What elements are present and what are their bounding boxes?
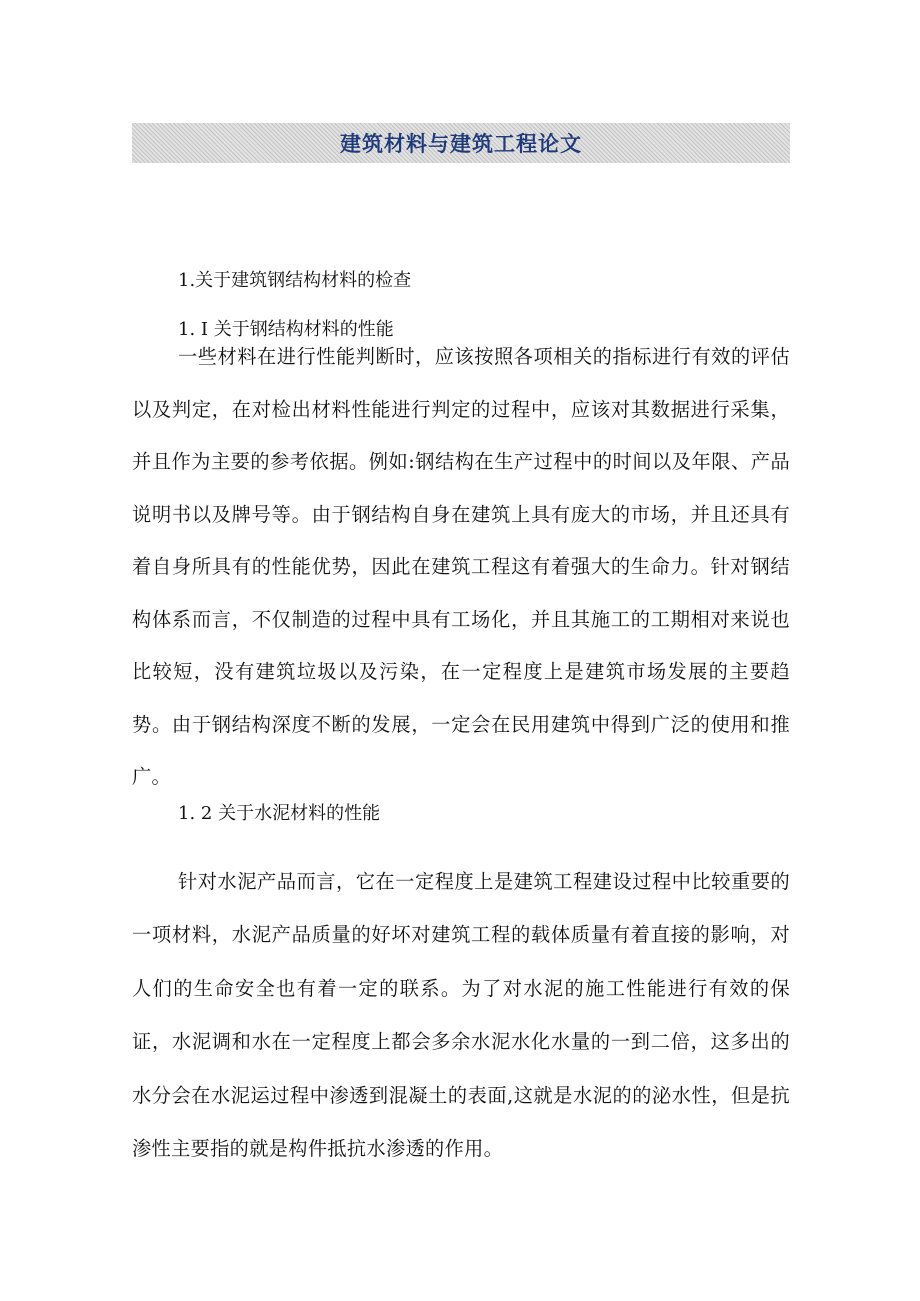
section-heading-1-1: 1. I 关于钢结构材料的性能 [178, 319, 394, 340]
section-heading-1: 1.关于建筑钢结构材料的检查 [178, 270, 412, 291]
section-heading-1-2: 1. 2 关于水泥材料的性能 [178, 803, 381, 824]
document-title: 建筑材料与建筑工程论文 [340, 132, 582, 156]
paragraph-cement-performance: 针对水泥产品而言，它在一定程度上是建筑工程建设过程中比较重要的一项材料，水泥产品质量的好坏对建筑工程的载体质量有着直接的影响，对人们的生命安全也有着一定的联系。为了对水泥的施工性能进行有效的保证，水泥调和水在一定程度上都会多余水泥水化水量的一到二倍，这多出的水分会在水泥运过程中渗透到混凝土的表面,这就是水泥的的泌水性，但是抗渗性主要指的就是构件抵抗水渗透的作用。 [132, 870, 790, 1161]
paragraph-steel-performance: 一些材料在进行性能判断时，应该按照各项相关的指标进行有效的评估以及判定，在对检出材料性能进行判定的过程中，应该对其数据进行采集，并且作为主要的参考依据。例如:钢结构在生产过程中的时间以及年限、产品说明书以及牌号等。由于钢结构自身在建筑上具有庞大的市场，并且还具有着自身所具有的性能优势，因此在建筑工程这有着强大的生命力。针对钢结构体系而言，不仅制造的过程中具有工场化，并且其施工的工期相对来说也比较短，没有建筑垃圾以及污染，在一定程度上是建筑市场发展的主要趋势。由于钢结构深度不断的发展，一定会在民用建筑中得到广泛的使用和推广。 [132, 345, 790, 788]
title-banner [132, 123, 790, 163]
